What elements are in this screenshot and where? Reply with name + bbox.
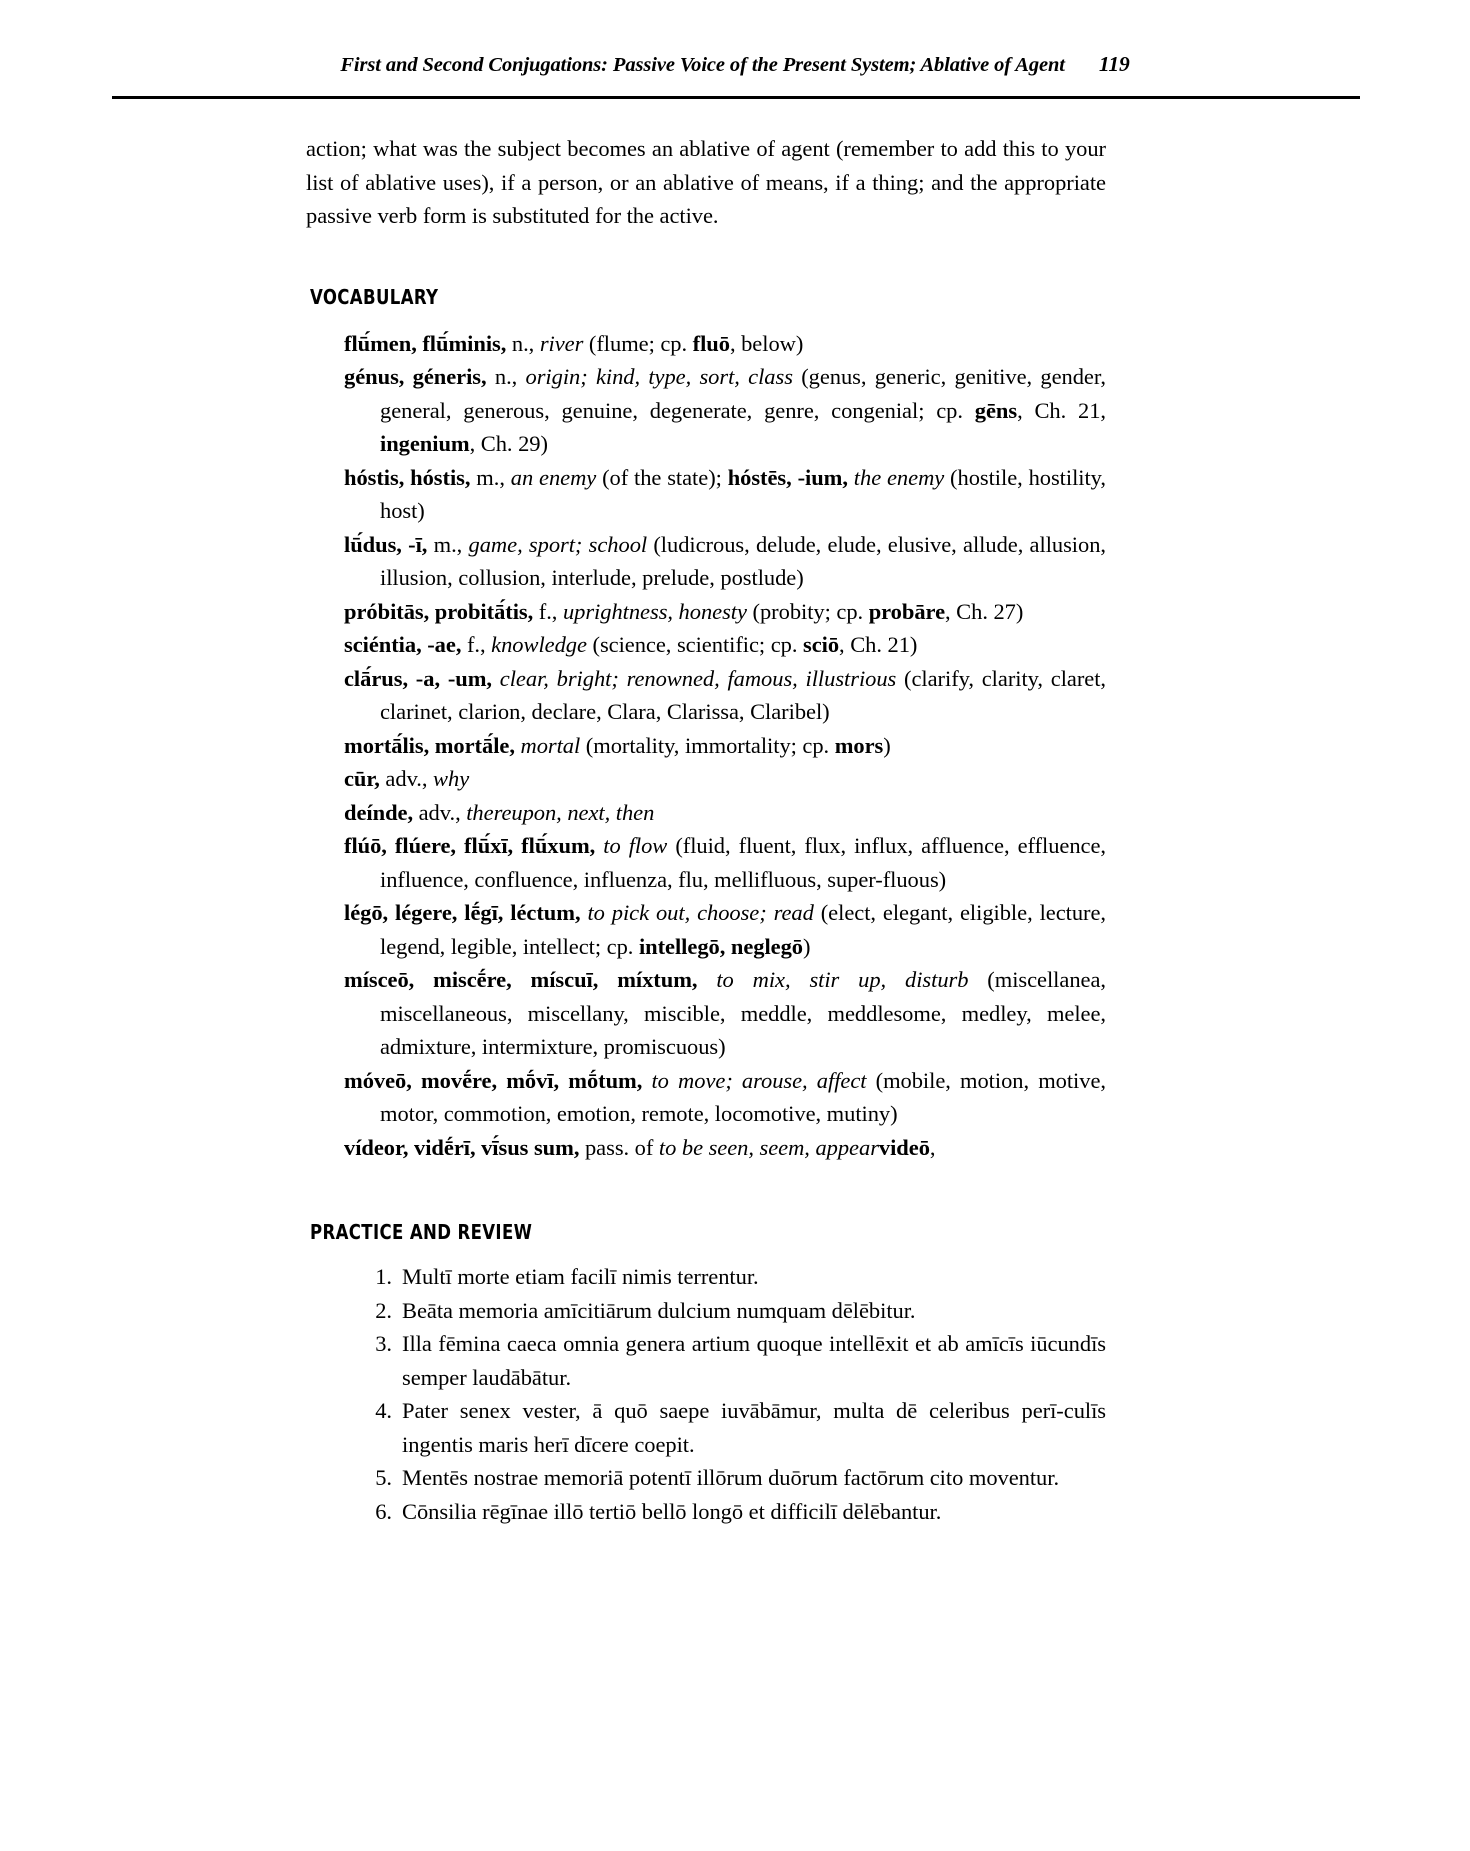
practice-item-number: 2. [375, 1297, 392, 1323]
vocabulary-part-of-speech [697, 967, 716, 992]
vocabulary-tail: , Ch. 21) [839, 632, 918, 657]
vocabulary-part-of-speech: f., [533, 598, 563, 624]
vocabulary-part-of-speech: m., [427, 531, 469, 557]
vocabulary-lemma: móveō, movḗre, mṓvī, mṓtum, [344, 1067, 643, 1093]
vocabulary-lemma: vídeor, vidḗrī, vī́sus sum, [344, 1134, 580, 1160]
vocabulary-part-of-speech: adv., [379, 766, 434, 791]
practice-item-text: Beāta memoria amīcitiārum dulcium numquam dēlēbitur. [402, 1297, 916, 1323]
vocabulary-gloss: knowledge [491, 632, 587, 657]
intro-paragraph: action; what was the subject becomes an ablative of agent (remember to add this to your list of ablative uses), if a person, or an ablative of means, if a thing; and the appropriate passive verb form is substituted for the active. [306, 136, 1106, 228]
vocabulary-entry [344, 896, 1106, 963]
vocabulary-lemma: hóstis, hóstis, [344, 464, 471, 490]
vocabulary-derivatives: (probity; cp. [746, 598, 869, 624]
vocabulary-part-of-speech: n., [486, 364, 526, 389]
vocabulary-gloss: mortal [520, 732, 581, 758]
vocabulary-entry [344, 829, 1106, 896]
practice-item-text: Pater senex vester, ā quō saepe iuvābāmur, multa dē celeribus perī-culīs ingentis maris herī dīcere coepit. [402, 1398, 1106, 1457]
vocabulary-entry [344, 595, 1106, 629]
vocabulary-part-of-speech: adv., [413, 799, 467, 825]
vocabulary-gloss: to flow [603, 833, 668, 858]
practice-item [306, 1495, 1106, 1529]
vocabulary-gloss: clear, bright; renowned, famous, illustrious [499, 665, 897, 691]
vocabulary-tail: (clarify, clarity, claret, clarinet, clarion, declare, Clara, Clarissa, Claribel) [380, 665, 1106, 724]
vocabulary-cross-reference: intellegō, neglegō [638, 933, 804, 959]
vocabulary-entry [344, 729, 1106, 763]
vocabulary-derivatives: (mortality, immortality; cp. [580, 732, 835, 758]
vocabulary-gloss-2: the enemy [847, 464, 945, 490]
vocabulary-lemma: sciéntia, -ae, [344, 632, 462, 657]
practice-list [306, 1260, 1106, 1528]
practice-item-text: Multī morte etiam facilī nimis terrentur. [402, 1264, 759, 1289]
vocabulary-tail: ) [803, 933, 811, 959]
vocabulary-derivatives: (genus, generic, genitive, gender, general, generous, genuine, degenerate, genre, congenial; cp. [380, 364, 1106, 423]
vocabulary-derivatives: (elect, elegant, eligible, lecture, legend, legible, intellect; cp. [380, 900, 1106, 959]
vocabulary-entry [344, 796, 1106, 830]
vocabulary-lemma: próbitās, probitā́tis, [344, 598, 534, 624]
vocabulary-tail: (fluid, fluent, flux, influx, affluence, effluence, influence, confluence, influenza, flu, mellifluous, super-fluous) [380, 833, 1106, 892]
vocabulary-entry [344, 1131, 1106, 1165]
practice-item [306, 1394, 1106, 1461]
vocabulary-gloss: origin; kind, type, sort, class [525, 364, 793, 389]
vocabulary-mid-text: , Ch. 21, [1017, 397, 1106, 423]
vocabulary-lemma: flúō, flúere, flū́xī, flū́xum, [344, 833, 596, 858]
running-head [112, 52, 1358, 77]
vocabulary-gloss: why [433, 766, 470, 791]
vocabulary-heading: VOCABULARY [310, 284, 439, 309]
vocabulary-entry [344, 762, 1106, 796]
vocabulary-tail: (ludicrous, delude, elude, elusive, allude, allusion, illusion, collusion, interlude, prelude, postlude) [380, 531, 1106, 590]
vocabulary-tail: (hostile, hostility, host) [380, 464, 1106, 523]
practice-item-text: Illa fēmina caeca omnia genera artium quoque intellēxit et ab amīcīs iūcundīs semper laudābātur. [402, 1331, 1106, 1390]
vocabulary-cross-reference: probāre [868, 598, 946, 624]
vocabulary-derivatives: (science, scientific; cp. [586, 632, 803, 657]
vocabulary-lemma: mortā́lis, mortā́le, [344, 732, 515, 758]
vocabulary-derivatives: (flume; cp. [583, 330, 693, 356]
vocabulary-lemma: deínde, [344, 799, 414, 825]
page-number: 119 [1098, 52, 1130, 76]
practice-item [306, 1327, 1106, 1394]
vocabulary-lemma: lū́dus, -ī, [344, 531, 428, 557]
vocabulary-lemma: flū́men, flū́minis, [344, 330, 507, 356]
vocabulary-part-of-speech [492, 666, 500, 691]
practice-heading: PRACTICE AND REVIEW [310, 1220, 533, 1244]
practice-item-number: 4. [375, 1398, 392, 1423]
vocabulary-entry [344, 461, 1106, 528]
vocabulary-tail: , Ch. 27) [945, 598, 1024, 624]
practice-item [306, 1461, 1106, 1495]
vocabulary-gloss: to move; arouse, affect [651, 1067, 867, 1093]
vocabulary-cross-reference: sciō [803, 632, 840, 657]
vocabulary-part-of-speech: f., [461, 632, 492, 657]
vocabulary-lemma: génus, géneris, [344, 364, 487, 389]
practice-item [306, 1260, 1106, 1294]
vocabulary-list [306, 327, 1106, 1165]
vocabulary-part-of-speech: pass. of [579, 1134, 659, 1160]
vocabulary-gloss: an enemy [510, 464, 597, 490]
vocabulary-cross-reference: mors [834, 732, 884, 758]
vocabulary-lemma: cūr, [344, 766, 380, 791]
vocabulary-entry [344, 963, 1106, 1064]
vocabulary-gloss: thereupon, next, then [466, 799, 655, 825]
vocabulary-tail: (mobile, motion, motive, motor, commotion, emotion, remote, locomotive, mutiny) [380, 1067, 1106, 1126]
vocabulary-tail: (miscellanea, miscellaneous, miscellany, miscible, meddle, meddlesome, medley, melee, admixture, intermixture, promiscuous) [380, 967, 1106, 1059]
vocabulary-lemma: mísceō, miscḗre, míscuī, míxtum, [344, 967, 698, 992]
vocabulary-cross-reference-2: ingenium [380, 431, 470, 456]
vocabulary-part-of-speech: m., [470, 464, 511, 490]
vocabulary-gloss: to be seen, seem, appear [658, 1134, 879, 1160]
practice-item-number: 5. [375, 1465, 392, 1490]
vocabulary-derivatives: (of the state); [596, 464, 728, 490]
vocabulary-tail: , Ch. 29) [469, 431, 548, 456]
vocabulary-gloss: uprightness, honesty [562, 598, 747, 624]
vocabulary-tail: ) [883, 732, 891, 758]
vocabulary-entry [344, 1064, 1106, 1131]
vocabulary-lemma: légō, légere, lḗgī, léctum, [344, 900, 581, 925]
header-rule [112, 96, 1360, 99]
vocabulary-tail: , below) [729, 330, 804, 356]
practice-item-text: Cōnsilia rēgīnae illō tertiō bellō longō et difficilī dēlēbantur. [402, 1498, 942, 1524]
vocabulary-cross-reference: gēns [974, 397, 1018, 423]
vocabulary-entry [344, 327, 1106, 361]
vocabulary-part-of-speech: n., [506, 330, 540, 356]
vocabulary-entry [344, 628, 1106, 662]
vocabulary-gloss: game, sport; school [468, 531, 648, 557]
running-head-title: First and Second Conjugations: Passive Voice of the Present System; Ablative of Agent [340, 54, 1065, 76]
vocabulary-entry [344, 528, 1106, 595]
vocabulary-cross-reference: hóstēs, -ium, [727, 464, 848, 490]
practice-item [306, 1294, 1106, 1328]
vocabulary-entry [344, 360, 1106, 461]
text-column [306, 132, 1106, 1528]
vocabulary-gloss: river [539, 330, 584, 356]
vocabulary-cross-reference: videō [878, 1134, 930, 1160]
practice-item-number: 3. [375, 1331, 392, 1356]
practice-item-text: Mentēs nostrae memoriā potentī illōrum duōrum factōrum cito moventur. [402, 1465, 1060, 1490]
vocabulary-entry [344, 662, 1106, 729]
vocabulary-cross-reference: fluō [692, 330, 730, 356]
vocabulary-mid-text: , [929, 1134, 936, 1160]
practice-item-number: 1. [375, 1264, 392, 1289]
practice-item-number: 6. [375, 1498, 392, 1524]
vocabulary-gloss: to mix, stir up, disturb [716, 967, 969, 992]
vocabulary-gloss: to pick out, choose; read [587, 900, 814, 925]
vocabulary-lemma: clā́rus, -a, -um, [344, 665, 492, 691]
